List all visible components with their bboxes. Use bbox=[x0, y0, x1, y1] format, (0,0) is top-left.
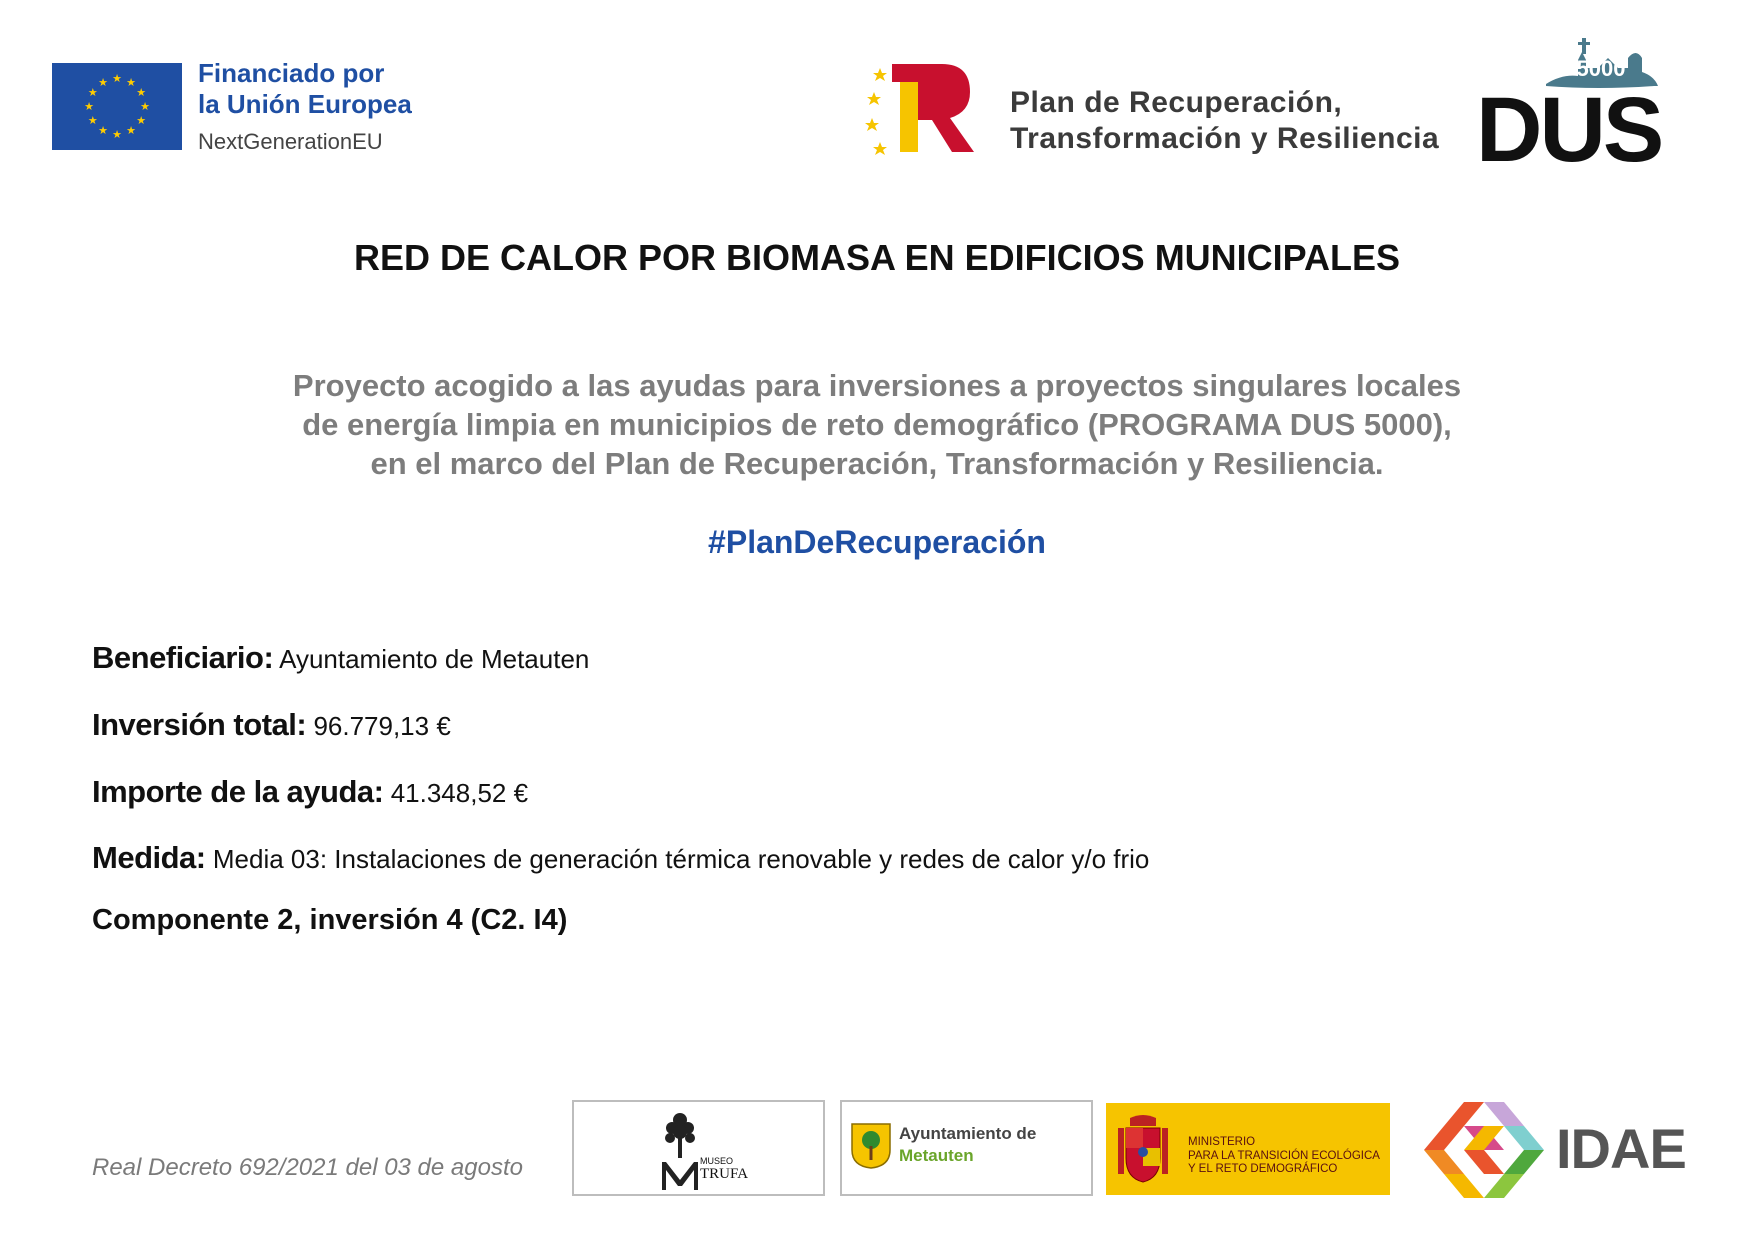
description-line: de energía limpia en municipios de reto demográfico (PROGRAMA DUS 5000), bbox=[302, 407, 1452, 442]
eu-star: ★ bbox=[136, 114, 147, 127]
eu-star: ★ bbox=[87, 114, 98, 127]
eu-star: ★ bbox=[136, 86, 147, 99]
eu-star: ★ bbox=[126, 124, 136, 138]
hashtag: #PlanDeRecuperación bbox=[708, 524, 1046, 560]
medida-row bbox=[92, 840, 1149, 876]
page-title: RED DE CALOR POR BIOMASA EN EDIFICIOS MUNICIPALES bbox=[353, 237, 1401, 278]
importe-value: 41.348,52 € bbox=[390, 778, 529, 808]
tr-logo-icon bbox=[862, 60, 980, 156]
medida-label: Medida: bbox=[92, 840, 206, 875]
shield-icon bbox=[850, 1122, 892, 1170]
dus-wordmark: DUS bbox=[1476, 79, 1662, 181]
eu-star: ★ bbox=[98, 75, 108, 89]
prtr-title-line2: Transformación y Resiliencia bbox=[1010, 122, 1440, 155]
inversion-value: 96.779,13 € bbox=[313, 711, 451, 741]
description-line: Proyecto acogido a las ayudas para inversiones a proyectos singulares locales bbox=[292, 368, 1462, 403]
project-description bbox=[200, 366, 1554, 483]
importe-row bbox=[92, 774, 528, 810]
inversion-row bbox=[92, 707, 451, 743]
prtr-title-line1: Plan de Recuperación, bbox=[1010, 86, 1343, 119]
eu-funded-line1: Financiado por bbox=[198, 58, 385, 88]
medida-value: Media 03: Instalaciones de generación térmica renovable y redes de calor y/o frio bbox=[212, 844, 1150, 874]
museo-name: TRUFA bbox=[700, 1166, 749, 1182]
museo-small-label: MUSEO bbox=[700, 1156, 734, 1166]
eu-star: ★ bbox=[84, 100, 94, 113]
inversion-label: Inversión total: bbox=[92, 707, 307, 742]
eu-flag-icon bbox=[52, 63, 182, 150]
coat-of-arms-icon bbox=[1116, 1114, 1170, 1186]
description-line: en el marco del Plan de Recuperación, Transformación y Resiliencia. bbox=[370, 446, 1384, 481]
ministerio-line2: PARA LA TRANSICIÓN ECOLÓGICA bbox=[1188, 1150, 1380, 1162]
eu-funded-line2: la Unión Europea bbox=[198, 89, 412, 119]
eu-star: ★ bbox=[112, 72, 122, 85]
idae-mark-icon bbox=[1416, 1102, 1552, 1198]
importe-label: Importe de la ayuda: bbox=[92, 774, 384, 809]
ayuntamiento-line2: Metauten bbox=[899, 1146, 974, 1165]
eu-star: ★ bbox=[126, 75, 136, 89]
eu-star: ★ bbox=[98, 124, 108, 138]
beneficiario-label: Beneficiario: bbox=[92, 640, 274, 675]
beneficiario-value: Ayuntamiento de Metauten bbox=[279, 644, 590, 674]
ministerio-line1: MINISTERIO bbox=[1188, 1136, 1256, 1148]
eu-star: ★ bbox=[140, 100, 150, 113]
eu-funded-line3: NextGenerationEU bbox=[198, 129, 383, 154]
real-decreto-text: Real Decreto 692/2021 del 03 de agosto bbox=[92, 1154, 523, 1181]
componente-row: Componente 2, inversión 4 (C2. I4) bbox=[92, 904, 568, 936]
beneficiario-row bbox=[92, 640, 589, 676]
idae-wordmark: IDAE bbox=[1556, 1117, 1686, 1180]
dus-badge: 5000 bbox=[1576, 56, 1626, 81]
ministerio-line3: Y EL RETO DEMOGRÁFICO bbox=[1188, 1163, 1338, 1175]
ayuntamiento-line1: Ayuntamiento de bbox=[899, 1124, 1037, 1143]
eu-star: ★ bbox=[112, 128, 122, 141]
eu-star: ★ bbox=[87, 86, 98, 99]
